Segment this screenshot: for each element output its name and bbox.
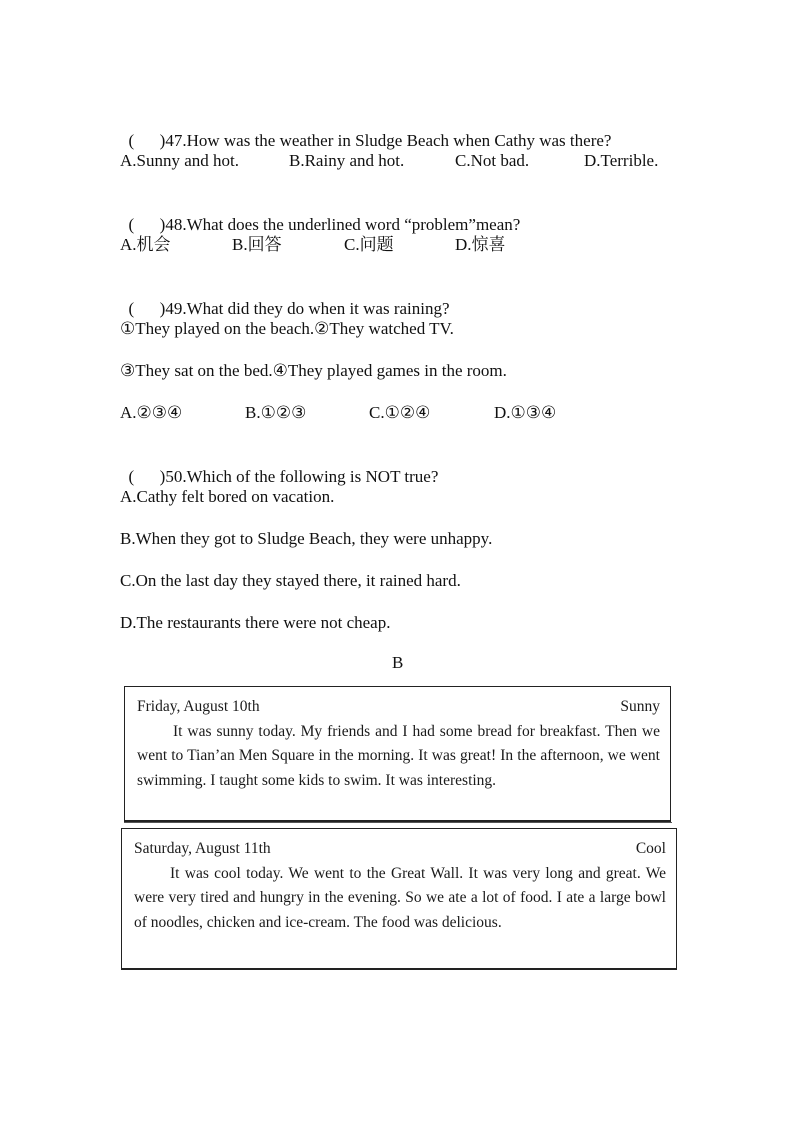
question-49-line-1: ①They played on the beach.②They watched TV. [120, 319, 454, 338]
answer-blank[interactable]: ( ) [128, 215, 166, 234]
option-d: D.惊喜 [455, 235, 506, 254]
option-b: B.①②③ [245, 403, 307, 422]
answer-blank[interactable]: ( ) [128, 131, 166, 150]
option-a: A.Sunny and hot. [120, 151, 239, 170]
diary-entry-friday [124, 686, 671, 822]
question-stem: 49.What did they do when it was raining? [165, 299, 450, 318]
question-49 [120, 276, 450, 320]
divider [124, 822, 672, 823]
question-50 [120, 444, 438, 488]
diary-text: It was cool today. We went to the Great Wall. It was very long and great. We were very tired and hungry in the evening. So we ate a lot of food. I ate a large bowl of noodles, chicken and ice-cream. The food was delicious. [134, 864, 666, 931]
diary-text: It was sunny today. My friends and I had some bread for breakfast. Then we went to Tian’an Men Square in the morning. It was great! In the afternoon, we went swimming. I taught some kids to swim. It was interesting. [137, 722, 660, 789]
diary-entry-saturday [121, 828, 677, 970]
option-d: D.Terrible. [584, 151, 659, 170]
answer-blank[interactable]: ( ) [128, 467, 166, 486]
question-stem: 50.Which of the following is NOT true? [165, 467, 439, 486]
option-a: A.Cathy felt bored on vacation. [120, 487, 335, 506]
option-d: D.The restaurants there were not cheap. [120, 613, 391, 632]
diary-weather: Cool [635, 840, 666, 857]
diary-entry-header [134, 837, 666, 862]
option-a: A.②③④ [120, 403, 183, 422]
option-c: C.Not bad. [455, 151, 530, 170]
answer-blank[interactable]: ( ) [128, 299, 166, 318]
question-48 [120, 192, 520, 236]
option-a: A.机会 [120, 235, 171, 254]
option-b: B.回答 [232, 235, 282, 254]
diary-date: Friday, August 10th [137, 698, 260, 715]
question-47 [120, 108, 611, 152]
option-d: D.①③④ [494, 403, 557, 422]
question-stem: 47.How was the weather in Sludge Beach when Cathy was there? [165, 131, 612, 150]
option-b: B.When they got to Sludge Beach, they were unhappy. [120, 529, 493, 548]
question-49-line-2: ③They sat on the bed.④They played games in the room. [120, 361, 507, 380]
diary-weather: Sunny [620, 698, 660, 715]
question-stem: 48.What does the underlined word “problem”mean? [165, 215, 521, 234]
option-c: C.On the last day they stayed there, it rained hard. [120, 571, 461, 590]
option-b: B.Rainy and hot. [289, 151, 405, 170]
diary-date: Saturday, August 11th [134, 840, 271, 857]
option-c: C.①②④ [369, 403, 431, 422]
option-c: C.问题 [344, 235, 394, 254]
diary-entry-header [137, 695, 660, 720]
section-label: B [392, 653, 404, 672]
